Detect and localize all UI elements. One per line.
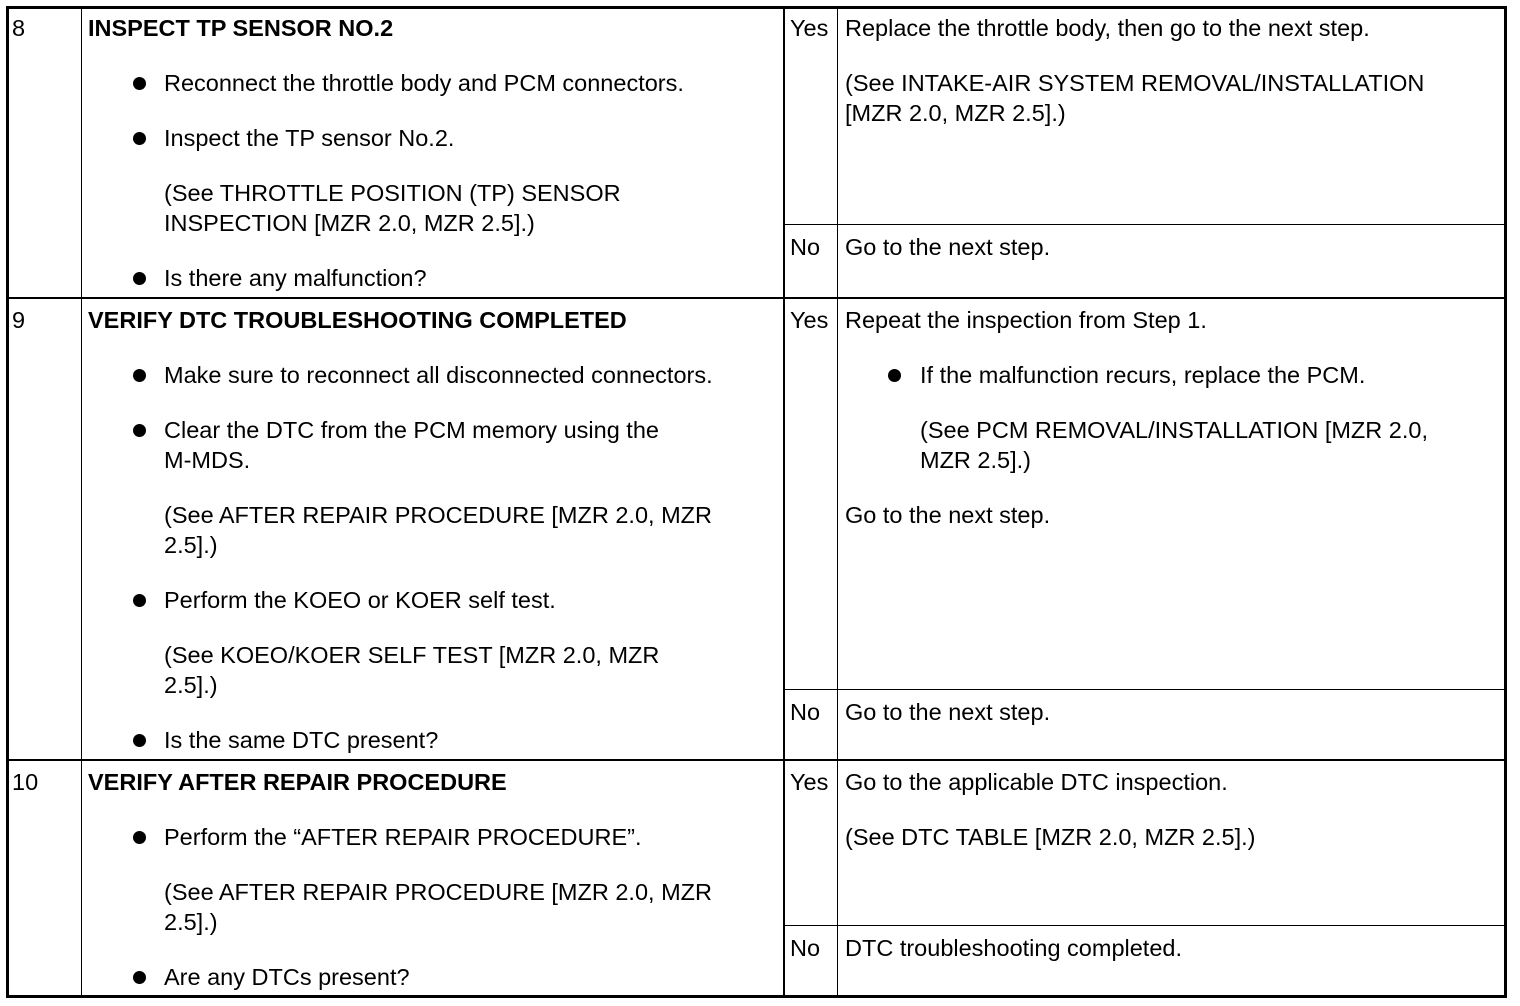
no-action-text: Go to the next step.	[845, 699, 1051, 725]
reference-note: 2.5].)	[164, 532, 218, 558]
bullet-icon	[133, 831, 146, 844]
reference-note: (See AFTER REPAIR PROCEDURE [MZR 2.0, MZR	[164, 502, 712, 528]
instruction-text: Perform the “AFTER REPAIR PROCEDURE”.	[164, 824, 642, 850]
reference-note: 2.5].)	[164, 909, 218, 935]
step-title: VERIFY AFTER REPAIR PROCEDURE	[88, 769, 507, 795]
row-divider	[8, 759, 1505, 761]
yes-action-text: Repeat the inspection from Step 1.	[845, 307, 1207, 333]
bullet-icon	[133, 594, 146, 607]
yes-label: Yes	[790, 15, 829, 41]
reference-note: [MZR 2.0, MZR 2.5].)	[845, 100, 1066, 126]
instruction-text: Clear the DTC from the PCM memory using the	[164, 417, 659, 443]
no-label: No	[790, 699, 821, 725]
yes-action-text: If the malfunction recurs, replace the PCM.	[920, 362, 1366, 388]
no-action-text: Go to the next step.	[845, 234, 1051, 260]
reference-note: (See INTAKE-AIR SYSTEM REMOVAL/INSTALLATION	[845, 70, 1425, 96]
yes-no-divider	[783, 224, 1505, 225]
bullet-icon	[133, 132, 146, 145]
reference-note: (See PCM REMOVAL/INSTALLATION [MZR 2.0,	[920, 417, 1428, 443]
yes-action-text: Replace the throttle body, then go to the next step.	[845, 15, 1370, 41]
step-number: 8	[12, 15, 26, 41]
instruction-text: Is there any malfunction?	[164, 265, 427, 291]
column-divider	[81, 8, 82, 997]
instruction-text: Inspect the TP sensor No.2.	[164, 125, 455, 151]
reference-note: (See THROTTLE POSITION (TP) SENSOR	[164, 180, 621, 206]
column-divider	[837, 8, 838, 997]
bullet-icon	[133, 77, 146, 90]
instruction-text: M-MDS.	[164, 447, 251, 473]
bullet-icon	[133, 424, 146, 437]
yes-action-text: Go to the next step.	[845, 502, 1051, 528]
bullet-icon	[133, 272, 146, 285]
instruction-text: Are any DTCs present?	[164, 964, 410, 990]
reference-note: INSPECTION [MZR 2.0, MZR 2.5].)	[164, 210, 535, 236]
yes-label: Yes	[790, 769, 829, 795]
bullet-icon	[888, 369, 901, 382]
step-number: 9	[12, 307, 26, 333]
instruction-text: Perform the KOEO or KOER self test.	[164, 587, 556, 613]
no-action-text: DTC troubleshooting completed.	[845, 935, 1183, 961]
bullet-icon	[133, 971, 146, 984]
step-title: INSPECT TP SENSOR NO.2	[88, 15, 394, 41]
instruction-text: Is the same DTC present?	[164, 727, 439, 753]
yes-no-divider	[783, 689, 1505, 690]
instruction-text: Reconnect the throttle body and PCM connectors.	[164, 70, 684, 96]
step-number: 10	[12, 769, 39, 795]
bullet-icon	[133, 369, 146, 382]
yes-action-text: Go to the applicable DTC inspection.	[845, 769, 1228, 795]
reference-note: 2.5].)	[164, 672, 218, 698]
reference-note: (See AFTER REPAIR PROCEDURE [MZR 2.0, MZR	[164, 879, 712, 905]
yes-label: Yes	[790, 307, 829, 333]
reference-note: MZR 2.5].)	[920, 447, 1031, 473]
step-title: VERIFY DTC TROUBLESHOOTING COMPLETED	[88, 307, 627, 333]
row-divider	[8, 297, 1505, 299]
no-label: No	[790, 234, 821, 260]
reference-note: (See KOEO/KOER SELF TEST [MZR 2.0, MZR	[164, 642, 660, 668]
yes-no-divider	[783, 925, 1505, 926]
no-label: No	[790, 935, 821, 961]
bullet-icon	[133, 734, 146, 747]
column-divider	[783, 8, 785, 997]
instruction-text: Make sure to reconnect all disconnected connectors.	[164, 362, 713, 388]
reference-note: (See DTC TABLE [MZR 2.0, MZR 2.5].)	[845, 824, 1256, 850]
